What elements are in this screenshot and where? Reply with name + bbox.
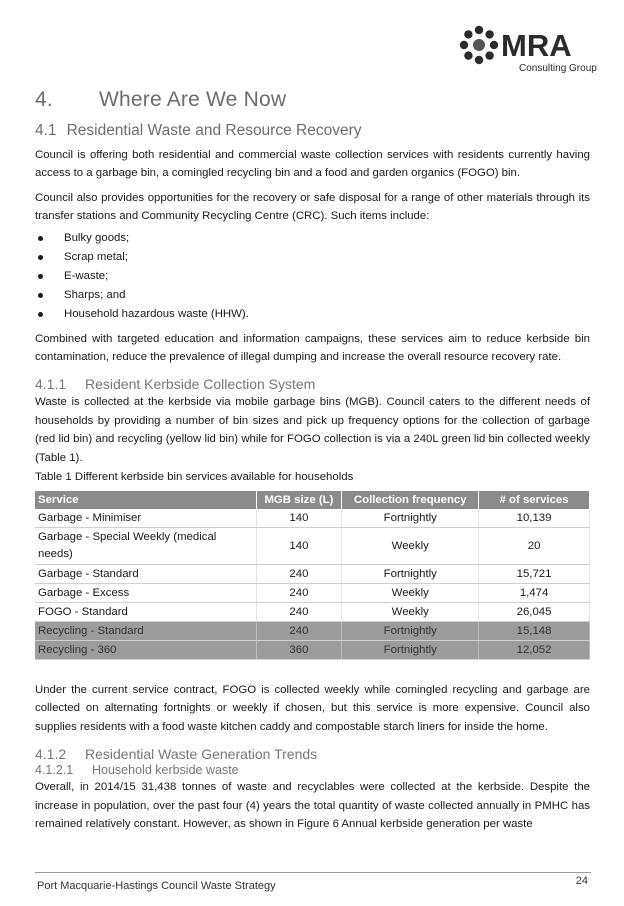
section-heading-4-1-2-1 — [35, 763, 590, 777]
paragraph-3: Combined with targeted education and information campaigns, these services aim to reduce kerbside bin contamination, reduce the prevalence of illegal dumping and increase the overall resource recovery rate. — [35, 332, 590, 364]
section-heading-4-1 — [35, 122, 590, 140]
mra-logo — [457, 20, 597, 78]
column-header: Collection frequency — [342, 491, 479, 509]
table-cell: 240 — [256, 565, 342, 584]
table-cell: Recycling - 360 — [35, 641, 256, 660]
table-row — [35, 641, 590, 660]
table-cell: 240 — [256, 584, 342, 603]
chapter-heading — [35, 88, 590, 112]
column-header: MGB size (L) — [256, 491, 342, 509]
table-row — [35, 509, 590, 528]
table-row — [35, 622, 590, 641]
section-heading-4-1-1 — [35, 376, 590, 392]
table-cell: Recycling - Standard — [35, 622, 256, 641]
table-cell: Fortnightly — [342, 641, 479, 660]
column-header: Service — [35, 491, 256, 509]
footer-document-title: Port Macquarie-Hastings Council Waste Strategy — [37, 880, 276, 892]
page-content — [35, 84, 590, 834]
section-number: 4.1.1 — [35, 376, 67, 393]
table-cell: Garbage - Special Weekly (medical needs) — [35, 528, 256, 565]
section-title: Household kerbside waste — [92, 763, 239, 778]
table-cell: Fortnightly — [342, 509, 479, 528]
list-item: Bulky goods; — [35, 229, 590, 248]
table-cell: 240 — [256, 603, 342, 622]
paragraph-1: Council is offering both residential and commercial waste collection services with residents currently having access to a garbage bin, a comingled recycling bin and a food and garden organics (FOGO) bin. — [35, 149, 590, 180]
table-caption: Table 1 Different kerbside bin services available for households — [35, 471, 354, 484]
table-cell: 10,139 — [479, 509, 590, 528]
list-item: E-waste; — [35, 267, 590, 286]
table-row — [35, 603, 590, 622]
table-cell: 140 — [256, 509, 342, 528]
section-heading-4-1-2 — [35, 746, 590, 762]
table-cell: 15,721 — [479, 565, 590, 584]
section-title: Resident Kerbside Collection System — [85, 376, 316, 393]
table-cell: 20 — [479, 528, 590, 565]
list-item: Scrap metal; — [35, 248, 590, 267]
table-cell: FOGO - Standard — [35, 603, 256, 622]
table-cell: Fortnightly — [342, 565, 479, 584]
table-cell: 240 — [256, 622, 342, 641]
mra-logo-mark-icon — [457, 20, 597, 78]
paragraph-5: Under the current service contract, FOGO is collected weekly while comingled recycling and garbage are collected on alternating fortnights or weekly if chosen, but this service is more expensive. Council also supplies residents with a food waste kitchen caddy and compostable starch liners for inside the home. — [35, 684, 590, 733]
table-cell: 140 — [256, 528, 342, 565]
paragraph-6: Overall, in 2014/15 31,438 tonnes of waste and recyclables were collected at the kerbside. Despite the increase in population, over the past four (4) years the total quantity of waste collected annually in PMHC has remained relatively constant. However, as shown in Figure 6 Annual kerbside generation per waste — [35, 781, 590, 831]
section-title: Residential Waste and Resource Recovery — [66, 122, 362, 139]
table-cell: 15,148 — [479, 622, 590, 641]
table-cell: Fortnightly — [342, 622, 479, 641]
section-title: Residential Waste Generation Trends — [85, 746, 318, 763]
table-cell: 360 — [256, 641, 342, 660]
table-cell: Garbage - Minimiser — [35, 509, 256, 528]
chapter-number: 4. — [35, 88, 53, 111]
table-cell: Weekly — [342, 584, 479, 603]
paragraph-2: Council also provides opportunities for the recovery or safe disposal for a range of other materials through its transfer stations and Community Recycling Centre (CRC). Such items include: — [35, 191, 590, 223]
chapter-title: Where Are We Now — [99, 88, 287, 111]
logo-brand: MRA — [501, 28, 572, 63]
page-number: 24 — [575, 875, 588, 887]
table-cell: 26,045 — [479, 603, 590, 622]
table-cell: 1,474 — [479, 584, 590, 603]
table-cell: Garbage - Excess — [35, 584, 256, 603]
footer-divider — [35, 872, 591, 873]
list-item: Household hazardous waste (HHW). — [35, 305, 590, 324]
table-row — [35, 584, 590, 603]
table-cell: Garbage - Standard — [35, 565, 256, 584]
table-header-row — [35, 491, 590, 509]
paragraph-4: Waste is collected at the kerbside via mobile garbage bins (MGB). Council caters to the different needs of households by providing a number of bin sizes and pick up frequency options for the collection of garbage (red lid bin) and recycling (yellow lid bin) while for FOGO collection is via a 240L green lid bin collected weekly (Table 1). — [35, 396, 590, 464]
table-row — [35, 565, 590, 584]
list-item: Sharps; and — [35, 286, 590, 305]
materials-list — [35, 229, 590, 324]
section-number: 4.1 — [35, 122, 57, 139]
table-cell: 12,052 — [479, 641, 590, 660]
logo-tagline: Consulting Group — [519, 63, 597, 74]
table-cell: Weekly — [342, 528, 479, 565]
column-header: # of services — [479, 491, 590, 509]
table-row — [35, 528, 590, 565]
table-cell: Weekly — [342, 603, 479, 622]
kerbside-services-table — [35, 491, 590, 660]
section-number: 4.1.2 — [35, 746, 67, 763]
section-number: 4.1.2.1 — [35, 763, 74, 778]
